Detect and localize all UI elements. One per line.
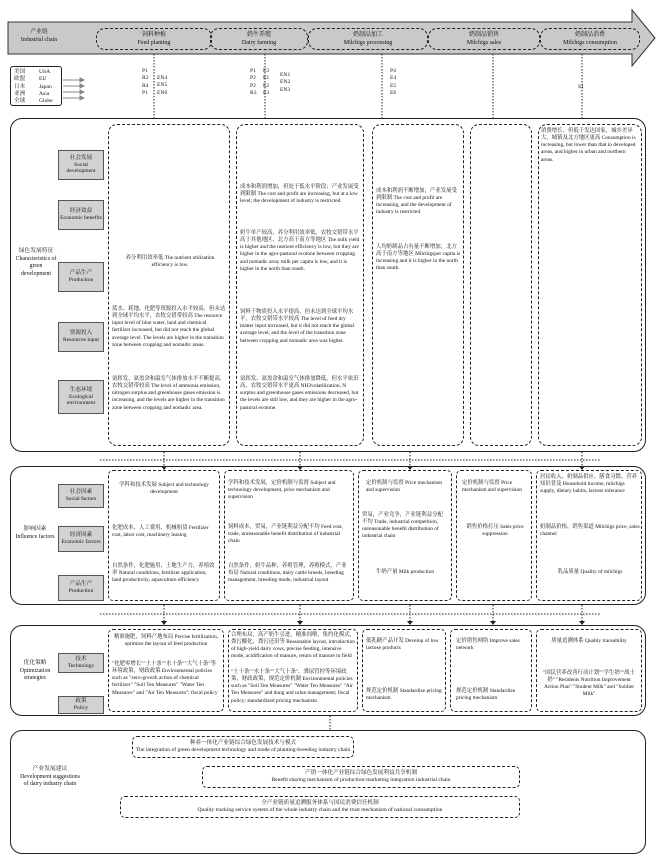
inf-feed-production: 自然条件，化肥施用，土地生产力，养殖效率 Natural conditions, fertilizer application, land productivity, aquaculture efficiency	[112, 563, 215, 584]
row-label-zh: 社会发展	[69, 154, 93, 161]
code-label: EN1	[280, 72, 291, 78]
influence-title-en: Influence factors	[15, 533, 55, 540]
code-label: E4	[390, 75, 397, 82]
country-zh-eu: 欧盟	[14, 76, 26, 83]
code-label: EN2	[280, 79, 291, 86]
stage-feed-zh: 饲料种植	[141, 32, 166, 38]
row-label-en: Economic factors	[61, 539, 101, 545]
country-en-japan: Japan	[39, 83, 52, 90]
row-label-zh: 政策	[75, 698, 87, 705]
country-zh-usa: 美国	[14, 69, 26, 75]
row-label-zh: 资源投入	[69, 330, 93, 337]
suggestion-en: Benefit sharing mechanism of production-marketing integration industrial chain	[271, 777, 451, 784]
row-policy	[58, 696, 104, 714]
codes-dairy-en	[280, 72, 296, 94]
codes-cons	[578, 84, 590, 91]
suggestions-title-zh: 产业发展建议	[32, 766, 68, 772]
char-dairy-economic: 成本和利润增加，但处于低水平阶段；产业发展受到限制 The cost and profit are increasing, but at a low level; the development of industry is restricted.	[240, 184, 359, 205]
stage-dairy-zh: 奶牛养殖	[246, 32, 271, 38]
row-label-zh: 经济因素	[69, 532, 93, 539]
code-label: P2	[250, 75, 256, 82]
optimization-title-zh: 优化策略	[23, 660, 47, 666]
code-label: E1	[263, 75, 270, 82]
inf-feed-social: 学科和技术发展 Subject and technology development	[119, 482, 209, 496]
suggestion-benefit-sharing	[202, 766, 520, 788]
codes-feed-en	[157, 75, 173, 97]
code-label: R3	[250, 89, 257, 96]
opt-proc-policy: 规范定价机制 Standardize pricing mechanism	[366, 688, 442, 702]
country-en-usa: USA	[39, 69, 51, 75]
char-column-processing	[372, 124, 464, 446]
code-label: P4	[390, 68, 396, 74]
suggestion-en: Quality tracking service system of the whole industry chain and the trust mechanism of national consumption	[197, 807, 443, 814]
country-zh-asia: 亚洲	[14, 90, 26, 97]
inf-dairy-social: 学科和技术发展，定价机制与监督 Subject and technology development, price mechanism and supervision	[228, 480, 336, 501]
suggestion-integration-planting-breeding	[132, 736, 354, 758]
opt-sales-technology: 定价销售网络 Improve sales network	[456, 638, 520, 652]
stage-sales-en: Milchigs sales	[466, 39, 502, 46]
inf-proc-economic: 贸易，产业竞争，产业链利益分配不均 Trade, industrial competition, unreasonable benefit distribution of industrial chain	[362, 512, 443, 540]
inf-proc-social: 定价机制与监督 Price mechanism and supervision	[366, 480, 443, 494]
characteristics-title-en: Characteristics of green development	[15, 255, 57, 277]
stage-sales-zh: 奶制品销售	[468, 32, 499, 38]
suggestion-zh: 全产业链质量追溯服务体系与国民消费信任机制	[261, 800, 379, 806]
inf-cons-production: 乳品质量 Quality of milchigs	[557, 569, 623, 575]
stage-cons-en: Milchigs consumption	[563, 39, 617, 46]
char-column-consumption	[538, 124, 642, 446]
char-dairy-ecology: 氨挥发、氮盈余和温室气体排放降低，但水平依旧高，农牧交错带水平更高 NH3volatilization, N surplus and greenhouse gases emissions decreased, but the levels are still low, and they are higher in the agro-pastoral ecotone.	[240, 376, 359, 411]
stage-milchigs-consumption	[540, 28, 640, 50]
row-label-en: Social factors	[65, 496, 97, 502]
row-social-development	[58, 150, 104, 180]
char-feed-resources: 蓝水、耗地、化肥等资源投入水平较高，但未达到全球平均水平，农牧交错带较高 The resource input level of blue water, land and chemical fertilizer increased, but did not reach the global average level. The levels are higher in the transition zone between cropping and nomadic areas.	[112, 306, 226, 348]
inf-dairy-production: 自然条件，奶牛品种，养殖管理，养殖模式，产业布局 Natural conditions, dairy cattle breeds, breeding management, breeding mode, industrial layout	[228, 563, 347, 584]
row-production-factors	[58, 575, 104, 601]
char-feed-production: 养分利用效率低 The nutrient utilization efficiency is low.	[125, 255, 215, 269]
suggestions-title	[20, 766, 80, 789]
stage-cons-zh: 奶制品消费	[574, 32, 605, 38]
code-label: E3	[263, 89, 270, 96]
inf-dairy-economic: 饲料成本，贸易，产业链利益分配不均 Feed cost, trade, unreasonable benefit distribution of industrial chain	[228, 524, 343, 545]
char-column-sales	[470, 124, 532, 446]
inf-cons-economic: 奶制品价格，销售渠道 Milchigs price, sales channel	[540, 524, 640, 538]
stage-proc-en: Milchigs processing	[343, 39, 393, 46]
row-label-en: Production	[68, 588, 94, 594]
row-production	[58, 262, 104, 292]
suggestion-en: The integration of green development technology and mode of planting-breeding industry chain	[135, 747, 351, 754]
industrial-chain-label	[14, 29, 64, 44]
stage-milchigs-sales	[428, 28, 540, 50]
suggestion-quality-tracking	[120, 796, 520, 818]
code-label: P1	[142, 89, 148, 96]
country-en-asia: Asia	[39, 90, 50, 97]
influence-title	[14, 526, 56, 541]
influence-title-zh: 影响因素	[23, 526, 47, 532]
row-label-en: Technology	[67, 663, 95, 669]
stage-feed-planting	[96, 28, 212, 50]
opt-proc-technology: 低乳糖产品开发 Develop of low lactose products	[366, 638, 439, 652]
suggestions-title-en: Development suggestions of dairy industry chain	[20, 773, 80, 788]
opt-feed-policy: "化肥零增长""土十条""水十条""大气十条"等环境政策，财政政策 Environmental policies such as "zero-growth action of chemical fertilizer" "Soil Ten Measures" "Water Ten Measures" and "Air Ten Measures"; fiscal policy	[112, 661, 218, 696]
industrial-chain-label-en: Industrial chain	[20, 36, 58, 43]
country-en-eu: EU	[39, 76, 47, 83]
country-zh-japan: 日本	[14, 83, 26, 90]
code-label: P2	[250, 82, 256, 89]
row-ecological-environment	[58, 380, 104, 414]
char-dairy-production: 奶牛单产较高，养分利用效率低，农牧交错带水平高于其他地区，北方高于南方等地区 The milk yield is higher and the nutrient efficiency is low, but they are higher in the agro-pastoral ecotone between cropping and nomadic area; milk per capita is low, and it is higher in the north than south.	[240, 230, 360, 272]
stage-dairy-farming	[210, 28, 308, 50]
row-label-en: Resources input	[63, 337, 99, 343]
code-label: EN3	[280, 86, 291, 93]
country-box	[10, 66, 62, 106]
opt-feed-technology: 精准施肥，饲料产地布局 Precise fertilization, optimize the layout of feed production	[113, 634, 219, 648]
code-label: R4	[142, 82, 149, 89]
industrial-chain-label-zh: 产业链	[30, 29, 48, 35]
suggestion-zh: 种养一体化产业链综合绿色发展技术与模式	[189, 740, 297, 746]
char-proc-production: 人均奶制品占有量不断增加，北方高于南方等地区 Milchigsper capita is increasing and it is higher in the north than south.	[376, 244, 461, 272]
opt-cons-policy: "国民营养改善行动计划""学生奶""战士奶" "Residents Nutrition Improvement Action Plan" "Student Milk" and "Soldier Milk"	[543, 670, 635, 698]
row-label-en: Policy	[73, 705, 89, 711]
stage-milchigs-processing	[308, 28, 428, 50]
char-cons-social: 消费增长，但低于发达国家，城乡差异大，城镇及北方地区更高 Consumption is increasing, but lower than that in developed areas, and higher in urban and northern areas.	[541, 128, 636, 163]
char-feed-ecology: 氨挥发、氮盈余和温室气体排放水平不断提高，农牧交错带较高 The level of ammonia emission, nitrogen surplus and greenhouse gases emission is increasing, and the levels are higher in the transition zone between cropping and nomadic area.	[112, 376, 226, 411]
characteristics-title-zh: 绿色发展特征	[18, 248, 54, 254]
row-label-en: Social development	[66, 161, 96, 175]
row-label-en: Economic benefits	[60, 215, 102, 221]
row-label-zh: 社会因素	[69, 489, 93, 496]
row-label-zh: 产品生产	[69, 270, 93, 277]
suggestion-zh: 产销一体化产业链综合绿色发展利益共享机制	[305, 770, 417, 776]
stage-proc-zh: 奶制品加工	[352, 32, 383, 38]
row-label-zh: 经济效益	[69, 208, 93, 215]
code-label: P1	[250, 68, 256, 74]
stage-dairy-en: Dairy farming	[241, 39, 277, 46]
code-label: E3	[263, 68, 270, 74]
row-label-zh: 产品生产	[69, 581, 93, 588]
row-social-factors	[58, 484, 104, 508]
code-label: E5	[390, 82, 397, 89]
row-label-en: Ecological environment	[66, 393, 96, 407]
code-label: S1	[578, 84, 584, 90]
country-zh-globe: 全球	[14, 98, 26, 105]
code-label: E2	[263, 82, 270, 89]
code-label: E6	[390, 89, 397, 96]
optimization-title-en: Optimization strategies	[19, 667, 51, 682]
opt-cons-technology: 质量追溯体系 Quality traceability	[551, 638, 627, 644]
country-en-globe: Globe	[39, 98, 53, 105]
char-proc-economic: 成本和利润不断增加，产业发展受到限制 The cost and profit are increasing, and the development of industry is restricted.	[376, 188, 457, 216]
code-label: EN6	[157, 89, 168, 96]
stage-feed-en: Feed planting	[137, 39, 171, 46]
opt-dairy-policy: "土十条""水十条""大气十条"，粪尿管控等环境政策，财政政策，规范定价机制 Environmental policies such as "Soil Ten Measures" "Water Ten Measures" "Air Ten Measures" and dung and urine management; fiscal policy; standardized pricing mechanism	[231, 669, 353, 704]
code-label: EN4	[157, 75, 168, 81]
characteristics-title	[14, 248, 58, 278]
opt-sales-policy: 规范定价机制 Standardize pricing mechanism	[456, 688, 516, 702]
optimization-title	[14, 660, 56, 683]
codes-feed-p	[142, 68, 154, 97]
row-economic-factors	[58, 526, 104, 552]
codes-dairy-p	[250, 68, 262, 97]
row-label-en: Production	[68, 277, 94, 283]
row-resources-input	[58, 322, 104, 352]
inf-cons-social: 居民收入、奶制品供应、膳食习惯、营养知识普及 Household income, milchigs supply, dietary habits, lactose tolerance	[540, 474, 638, 495]
code-label: R2	[142, 75, 149, 82]
opt-dairy-technology: 合理布局，高产奶牛引进，精准饲喂，集约化模式，粪污酸化，粪污还田等 Reasonable layout, introduction of high-yield dairy cows, precise feeding, intensive mode, acidification of manure, return of manure to field	[231, 632, 355, 660]
row-economic-benefits	[58, 200, 104, 230]
codes-dairy-e	[263, 68, 275, 97]
code-label: P1	[142, 68, 148, 74]
row-technology	[58, 653, 104, 673]
inf-sales-social: 定价机制与监督 Price mechanism and supervision	[462, 480, 522, 494]
codes-proc	[390, 68, 402, 97]
inf-feed-economic: 化肥成本、人工费用、机械租赁 Fertilizer cost, labor cost, machinery leasing	[112, 525, 209, 539]
inf-proc-production: 牛奶产量 Milk production	[375, 569, 435, 575]
char-dairy-resources: 饲料干物质投入水平提高，但未达到全球平均水平，农牧交错带水平较高 The level of feed dry matter input increased, but it did not reach the global average level, and the level of the transition zone between cropping and nomadic area was higher.	[240, 309, 355, 344]
row-label-zh: 生态环境	[69, 386, 93, 393]
code-label: EN5	[157, 82, 168, 89]
inf-sales-economic: 销售价格打压 Sales price suppression	[466, 524, 524, 538]
row-label-zh: 技术	[75, 656, 87, 663]
